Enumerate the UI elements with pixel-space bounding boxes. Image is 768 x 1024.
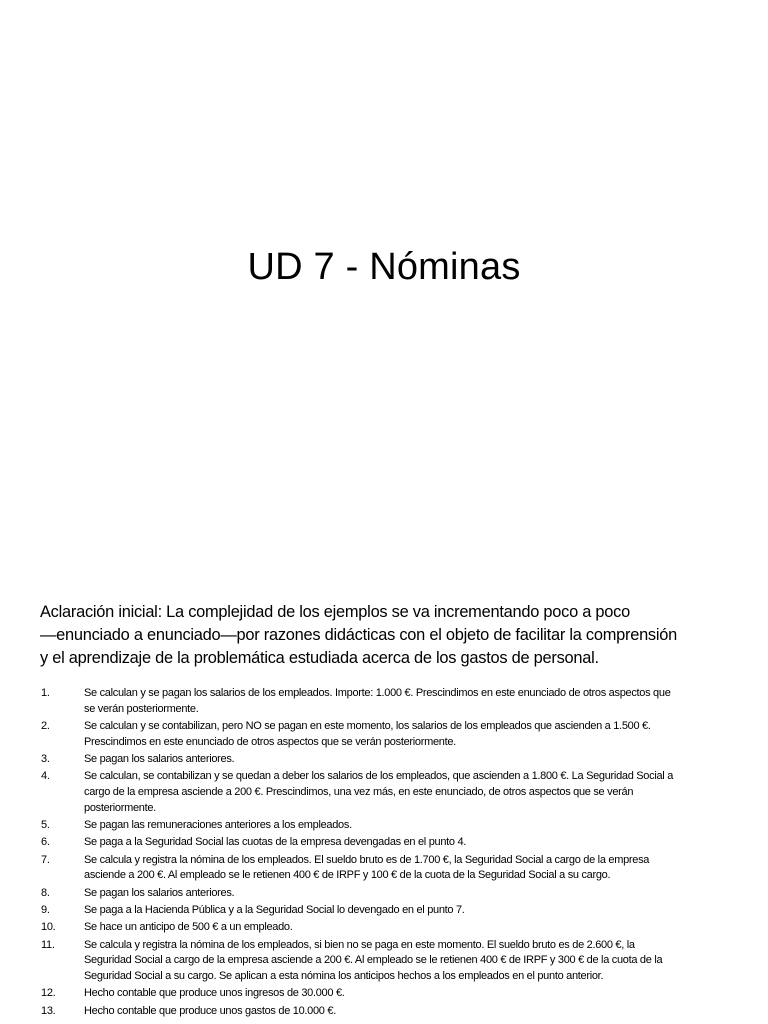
list-item [41, 686, 761, 717]
list-item-text: Se calculan y se contabilizan, pero NO se pagan en este momento, los salarios de los empleados que ascienden a 1.500 €. [84, 719, 651, 732]
list-item-number: 7. [41, 853, 50, 866]
list-item-text: Seguridad Social a cargo de la empresa asciende a 200 €. Al empleado se le retienen 400 € de IRPF y 300 € de la cuota de la [84, 954, 663, 967]
list-item [41, 1004, 761, 1020]
list-item-text: Hecho contable que produce unos ingresos de 30.000 €. [84, 987, 345, 1000]
list-item-text: Se pagan los salarios anteriores. [84, 886, 235, 899]
list-item-number: 11. [41, 938, 55, 951]
list-item [41, 835, 761, 851]
list-item-number: 9. [41, 904, 50, 917]
list-item-text: Se calcula y registra la nómina de los empleados, si bien no se paga en este momento. El sueldo bruto es de 2.600 €, la [84, 938, 635, 951]
list-item-text: cargo de la empresa asciende a 200 €. Prescindimos, una vez más, en este enunciado, de otros aspectos que se verán [84, 785, 634, 798]
list-item-text: posteriormente. [84, 801, 156, 814]
list-item [41, 903, 761, 919]
list-item-number: 4. [41, 770, 50, 783]
list-item-number: 3. [41, 752, 50, 765]
list-item-text: Se calculan, se contabilizan y se quedan a deber los salarios de los empleados, que ascienden a 1.800 €. La Seguridad Social a [84, 770, 674, 783]
list-item [41, 886, 761, 902]
list-item-number: 10. [41, 921, 56, 934]
intro-paragraph [40, 601, 752, 670]
intro-line: —enunciado a enunciado—por razones didácticas con el objeto de facilitar la comprensión [40, 626, 678, 644]
list-item-number: 13. [41, 1004, 56, 1017]
list-item-text: asciende a 200 €. Al empleado se le retienen 400 € de IRPF y 100 € de la cuota de la Seguridad Social a su cargo. [84, 869, 611, 882]
list-item-text: se verán posteriormente. [84, 702, 199, 715]
list-item-text: Se calcula y registra la nómina de los empleados. El sueldo bruto es de 1.700 €, la Seguridad Social a cargo de la empresa [84, 853, 650, 866]
list-item-number: 6. [41, 836, 50, 849]
intro-line: y el aprendizaje de la problemática estudiada acerca de los gastos de personal. [40, 649, 599, 667]
list-item [41, 853, 761, 884]
list-item-text: Se paga a la Seguridad Social las cuotas de la empresa devengadas en el punto 4. [84, 836, 467, 849]
list-item [41, 752, 761, 768]
list-item-text: Se paga a la Hacienda Pública y a la Seguridad Social lo devengado en el punto 7. [84, 904, 465, 917]
list-item-text: Hecho contable que produce unos gastos de 10.000 €. [84, 1004, 336, 1017]
intro-line: Aclaración inicial: La complejidad de los ejemplos se va incrementando poco a poco [40, 603, 630, 621]
list-item-text: Seguridad Social a su cargo. Se aplican a esta nómina los anticipos hechos a los empleados en el punto anterior. [84, 970, 604, 983]
list-item-text: Se calculan y se pagan los salarios de los empleados. Importe: 1.000 €. Prescindimos en este enunciado de otros aspectos que [84, 687, 671, 699]
list-item-number: 2. [41, 719, 50, 732]
list-item [41, 719, 761, 750]
list-item-text: Se hace un anticipo de 500 € a un empleado. [84, 921, 293, 934]
list-item [41, 920, 761, 936]
list-item [41, 818, 761, 834]
list-item-number: 5. [41, 818, 50, 831]
list-item-text: Prescindimos en este enunciado de otros aspectos que se verán posteriormente. [84, 735, 456, 748]
list-item-text: Se pagan las remuneraciones anteriores a los empleados. [84, 818, 352, 831]
list-item-number: 8. [41, 886, 50, 899]
list-item [41, 986, 761, 1002]
exercise-list [41, 686, 761, 1021]
list-item [41, 769, 761, 816]
page-title: UD 7 - Nóminas [247, 246, 521, 289]
list-item-number: 12. [41, 987, 56, 1000]
list-item-text: Se pagan los salarios anteriores. [84, 752, 235, 765]
list-item [41, 938, 761, 985]
list-item-number: 1. [41, 687, 50, 699]
